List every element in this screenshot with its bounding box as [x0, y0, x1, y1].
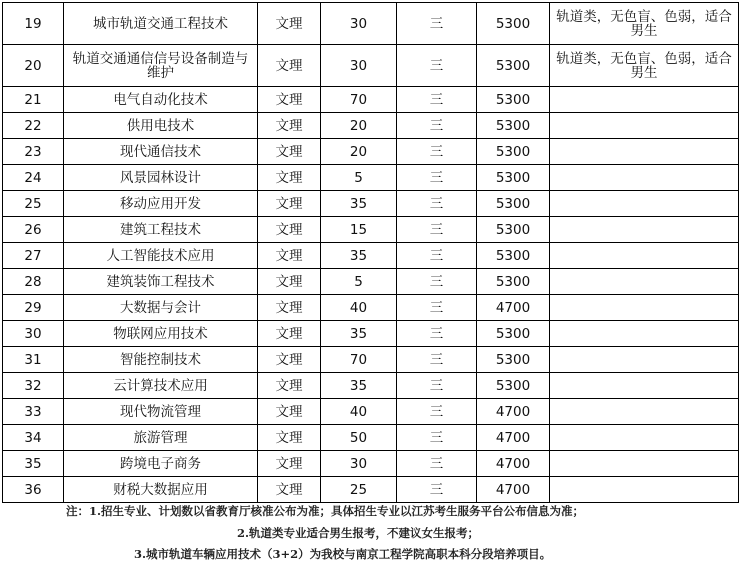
- cell-category: 文理: [258, 373, 321, 399]
- cell-category: 文理: [258, 87, 321, 113]
- cell-major: 现代物流管理: [64, 399, 258, 425]
- cell-remark: [550, 321, 739, 347]
- cell-plan-count: 5: [321, 165, 397, 191]
- cell-number: 27: [3, 243, 64, 269]
- cell-duration: 三: [397, 295, 477, 321]
- cell-tuition: 5300: [477, 243, 550, 269]
- cell-remark: 轨道类，无色盲、色弱，适合男生: [550, 45, 739, 87]
- cell-major: 财税大数据应用: [64, 477, 258, 503]
- cell-major: 轨道交通通信信号设备制造与维护: [64, 45, 258, 87]
- cell-plan-count: 70: [321, 347, 397, 373]
- cell-duration: 三: [397, 373, 477, 399]
- cell-remark: [550, 243, 739, 269]
- cell-major: 移动应用开发: [64, 191, 258, 217]
- cell-major: 电气自动化技术: [64, 87, 258, 113]
- table-row: [3, 295, 739, 321]
- cell-tuition: 5300: [477, 45, 550, 87]
- cell-remark: 轨道类，无色盲、色弱，适合男生: [550, 3, 739, 45]
- cell-number: 22: [3, 113, 64, 139]
- cell-major: 云计算技术应用: [64, 373, 258, 399]
- cell-plan-count: 35: [321, 191, 397, 217]
- cell-major: 供用电技术: [64, 113, 258, 139]
- table-row: [3, 243, 739, 269]
- cell-duration: 三: [397, 217, 477, 243]
- table-row: [3, 477, 739, 503]
- cell-category: 文理: [258, 3, 321, 45]
- cell-tuition: 5300: [477, 87, 550, 113]
- cell-tuition: 5300: [477, 3, 550, 45]
- table-row: [3, 399, 739, 425]
- cell-number: 26: [3, 217, 64, 243]
- cell-tuition: 5300: [477, 191, 550, 217]
- cell-number: 24: [3, 165, 64, 191]
- cell-duration: 三: [397, 477, 477, 503]
- cell-tuition: 5300: [477, 373, 550, 399]
- cell-tuition: 4700: [477, 477, 550, 503]
- cell-remark: [550, 113, 739, 139]
- cell-plan-count: 70: [321, 87, 397, 113]
- cell-category: 文理: [258, 217, 321, 243]
- cell-tuition: 5300: [477, 217, 550, 243]
- cell-remark: [550, 165, 739, 191]
- table-row: [3, 139, 739, 165]
- cell-category: 文理: [258, 451, 321, 477]
- cell-number: 36: [3, 477, 64, 503]
- cell-plan-count: 30: [321, 3, 397, 45]
- cell-tuition: 5300: [477, 321, 550, 347]
- table-row: [3, 425, 739, 451]
- cell-major: 现代通信技术: [64, 139, 258, 165]
- cell-remark: [550, 87, 739, 113]
- cell-duration: 三: [397, 87, 477, 113]
- cell-plan-count: 50: [321, 425, 397, 451]
- cell-tuition: 5300: [477, 165, 550, 191]
- cell-plan-count: 35: [321, 243, 397, 269]
- cell-remark: [550, 217, 739, 243]
- cell-category: 文理: [258, 295, 321, 321]
- cell-remark: [550, 425, 739, 451]
- cell-duration: 三: [397, 321, 477, 347]
- cell-major: 人工智能技术应用: [64, 243, 258, 269]
- cell-duration: 三: [397, 399, 477, 425]
- enrollment-table: [2, 2, 739, 503]
- cell-remark: [550, 295, 739, 321]
- cell-number: 34: [3, 425, 64, 451]
- cell-major: 物联网应用技术: [64, 321, 258, 347]
- cell-number: 19: [3, 3, 64, 45]
- cell-remark: [550, 451, 739, 477]
- cell-remark: [550, 191, 739, 217]
- cell-plan-count: 25: [321, 477, 397, 503]
- cell-plan-count: 40: [321, 295, 397, 321]
- cell-category: 文理: [258, 477, 321, 503]
- cell-remark: [550, 347, 739, 373]
- cell-category: 文理: [258, 113, 321, 139]
- cell-category: 文理: [258, 45, 321, 87]
- cell-duration: 三: [397, 165, 477, 191]
- footnote-1: 注：1.招生专业、计划数以省教育厅核准公布为准；具体招生专业以江苏考生服务平台公布信息为准；: [66, 504, 584, 518]
- cell-number: 29: [3, 295, 64, 321]
- cell-number: 23: [3, 139, 64, 165]
- cell-category: 文理: [258, 425, 321, 451]
- cell-number: 21: [3, 87, 64, 113]
- cell-plan-count: 35: [321, 321, 397, 347]
- cell-number: 32: [3, 373, 64, 399]
- cell-category: 文理: [258, 191, 321, 217]
- table-row: [3, 113, 739, 139]
- cell-major: 风景园林设计: [64, 165, 258, 191]
- cell-duration: 三: [397, 191, 477, 217]
- cell-number: 31: [3, 347, 64, 373]
- cell-number: 28: [3, 269, 64, 295]
- cell-major: 旅游管理: [64, 425, 258, 451]
- cell-duration: 三: [397, 3, 477, 45]
- footnote-2: 2.轨道类专业适合男生报考，不建议女生报考；: [237, 526, 480, 540]
- cell-remark: [550, 399, 739, 425]
- cell-tuition: 4700: [477, 451, 550, 477]
- cell-tuition: 4700: [477, 425, 550, 451]
- cell-tuition: 4700: [477, 295, 550, 321]
- cell-plan-count: 5: [321, 269, 397, 295]
- table-row: [3, 347, 739, 373]
- cell-major: 城市轨道交通工程技术: [64, 3, 258, 45]
- table-row: [3, 269, 739, 295]
- cell-category: 文理: [258, 321, 321, 347]
- table-row: [3, 165, 739, 191]
- cell-duration: 三: [397, 113, 477, 139]
- cell-major: 跨境电子商务: [64, 451, 258, 477]
- cell-plan-count: 20: [321, 113, 397, 139]
- table-row: [3, 191, 739, 217]
- table-row: [3, 45, 739, 87]
- cell-major: 大数据与会计: [64, 295, 258, 321]
- cell-plan-count: 35: [321, 373, 397, 399]
- cell-category: 文理: [258, 399, 321, 425]
- cell-remark: [550, 139, 739, 165]
- cell-tuition: 4700: [477, 399, 550, 425]
- cell-major: 建筑工程技术: [64, 217, 258, 243]
- cell-plan-count: 15: [321, 217, 397, 243]
- table-body: [3, 3, 739, 503]
- table-row: [3, 321, 739, 347]
- cell-duration: 三: [397, 243, 477, 269]
- table-row: [3, 373, 739, 399]
- cell-remark: [550, 269, 739, 295]
- cell-tuition: 5300: [477, 113, 550, 139]
- cell-category: 文理: [258, 269, 321, 295]
- cell-tuition: 5300: [477, 347, 550, 373]
- cell-number: 25: [3, 191, 64, 217]
- cell-duration: 三: [397, 347, 477, 373]
- cell-plan-count: 20: [321, 139, 397, 165]
- cell-duration: 三: [397, 425, 477, 451]
- cell-number: 30: [3, 321, 64, 347]
- cell-plan-count: 30: [321, 451, 397, 477]
- cell-major: 智能控制技术: [64, 347, 258, 373]
- cell-duration: 三: [397, 269, 477, 295]
- cell-number: 35: [3, 451, 64, 477]
- cell-plan-count: 40: [321, 399, 397, 425]
- table-row: [3, 3, 739, 45]
- cell-category: 文理: [258, 165, 321, 191]
- footnote-3: 3.城市轨道车辆应用技术（3+2）为我校与南京工程学院高职本科分段培养项目。: [134, 547, 552, 561]
- cell-duration: 三: [397, 139, 477, 165]
- cell-number: 33: [3, 399, 64, 425]
- cell-number: 20: [3, 45, 64, 87]
- table-row: [3, 217, 739, 243]
- table-row: [3, 451, 739, 477]
- cell-major: 建筑装饰工程技术: [64, 269, 258, 295]
- table-row: [3, 87, 739, 113]
- cell-duration: 三: [397, 45, 477, 87]
- cell-tuition: 5300: [477, 139, 550, 165]
- cell-category: 文理: [258, 139, 321, 165]
- cell-duration: 三: [397, 451, 477, 477]
- cell-remark: [550, 477, 739, 503]
- cell-plan-count: 30: [321, 45, 397, 87]
- cell-category: 文理: [258, 347, 321, 373]
- cell-tuition: 5300: [477, 269, 550, 295]
- cell-remark: [550, 373, 739, 399]
- cell-category: 文理: [258, 243, 321, 269]
